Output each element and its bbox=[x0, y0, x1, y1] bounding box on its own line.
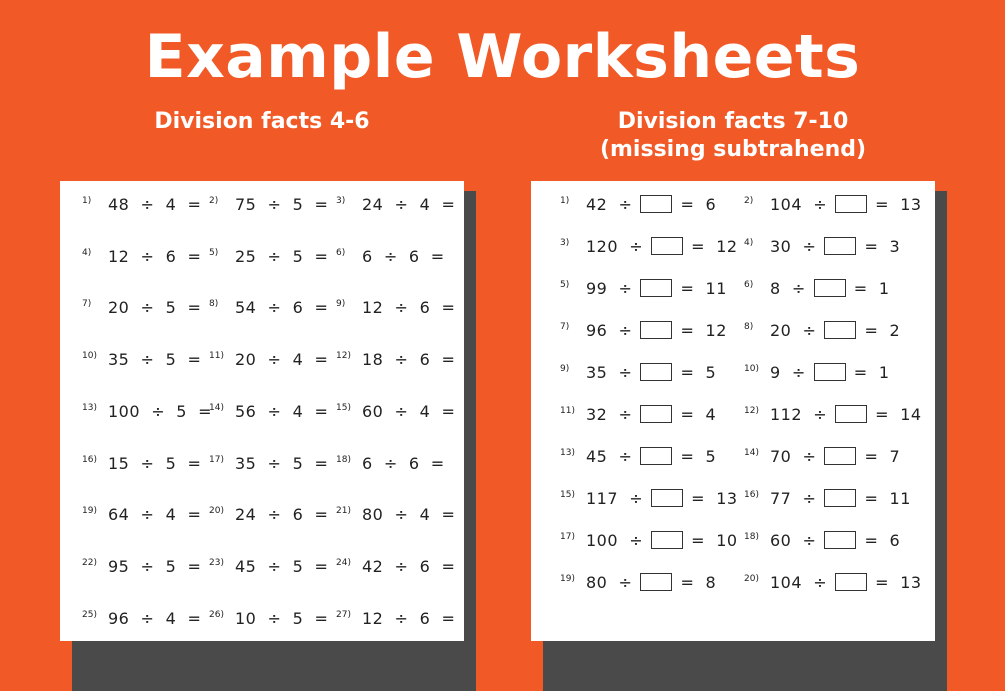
problem-number: 5) bbox=[209, 247, 219, 258]
page-title: Example Worksheets bbox=[144, 22, 861, 92]
right-problem bbox=[560, 279, 727, 299]
problem-number: 21) bbox=[336, 506, 351, 517]
answer-box[interactable] bbox=[835, 195, 867, 213]
right-problem bbox=[560, 405, 716, 425]
problem-number: 27) bbox=[336, 609, 351, 620]
left-problem bbox=[336, 454, 445, 473]
problem-result: = 6 bbox=[680, 195, 717, 214]
left-problem bbox=[336, 505, 455, 524]
right-worksheet-title-line-1: Division facts 7-10 bbox=[617, 109, 849, 134]
left-problem bbox=[82, 454, 201, 473]
right-problem bbox=[744, 405, 922, 425]
right-problem bbox=[560, 489, 738, 509]
problem-expression: 12 ÷ 6 = bbox=[362, 608, 456, 628]
problem-expression: 95 ÷ 5 = bbox=[108, 556, 202, 576]
problem-result: = 5 bbox=[680, 447, 717, 466]
problem-result: = 4 bbox=[680, 405, 717, 424]
left-worksheet-title-line: Division facts 4-6 bbox=[154, 109, 370, 134]
problem-number: 1) bbox=[82, 196, 92, 206]
problem-expression: 100 ÷ 5 = bbox=[108, 401, 213, 421]
problem-number: 10) bbox=[82, 351, 97, 362]
problem-expression: 24 ÷ 6 = bbox=[235, 505, 329, 525]
problem-number: 15) bbox=[560, 490, 575, 500]
problem-dividend: 117 ÷ bbox=[586, 489, 644, 508]
left-problem bbox=[82, 350, 201, 369]
problem-number: 13) bbox=[82, 402, 97, 413]
right-worksheet-page bbox=[531, 181, 935, 641]
problem-expression: 12 ÷ 6 = bbox=[108, 246, 202, 266]
problem-number: 25) bbox=[82, 609, 97, 620]
problem-number: 20) bbox=[744, 574, 759, 584]
left-problem bbox=[82, 195, 201, 214]
left-problem bbox=[82, 402, 212, 421]
problem-number: 5) bbox=[560, 280, 570, 290]
right-problem bbox=[560, 573, 716, 593]
problem-expression: 18 ÷ 6 = bbox=[362, 350, 456, 370]
right-problem bbox=[560, 195, 716, 215]
right-problem bbox=[560, 321, 727, 341]
problem-number: 19) bbox=[82, 506, 97, 517]
answer-box[interactable] bbox=[651, 531, 683, 549]
problem-result: = 13 bbox=[691, 489, 738, 508]
left-problem bbox=[209, 195, 328, 214]
problem-dividend: 99 ÷ bbox=[586, 279, 633, 298]
answer-box[interactable] bbox=[824, 447, 856, 465]
problem-number: 19) bbox=[560, 574, 575, 584]
problem-expression: 6 ÷ 6 = bbox=[362, 246, 445, 266]
left-problem bbox=[82, 247, 201, 266]
answer-box[interactable] bbox=[814, 363, 846, 381]
left-problem bbox=[209, 505, 328, 524]
problem-number: 18) bbox=[744, 532, 759, 542]
problem-number: 8) bbox=[209, 299, 219, 310]
problem-expression: 20 ÷ 4 = bbox=[235, 350, 329, 370]
left-problem bbox=[209, 609, 328, 628]
answer-box[interactable] bbox=[651, 237, 683, 255]
problem-expression: 15 ÷ 5 = bbox=[108, 453, 202, 473]
problem-number: 9) bbox=[336, 299, 346, 310]
problem-number: 16) bbox=[82, 454, 97, 465]
right-problem bbox=[744, 237, 900, 257]
problem-number: 20) bbox=[209, 506, 224, 517]
problem-number: 17) bbox=[560, 532, 575, 542]
right-problem bbox=[744, 573, 922, 593]
problem-dividend: 70 ÷ bbox=[770, 447, 817, 466]
problem-result: = 1 bbox=[853, 279, 890, 298]
problem-number: 23) bbox=[209, 557, 224, 568]
problem-number: 11) bbox=[560, 406, 575, 416]
problem-result: = 11 bbox=[864, 489, 911, 508]
problem-expression: 35 ÷ 5 = bbox=[108, 350, 202, 370]
problem-expression: 24 ÷ 4 = bbox=[362, 195, 456, 214]
left-problem bbox=[336, 609, 455, 628]
problem-dividend: 96 ÷ bbox=[586, 321, 633, 340]
right-problem bbox=[744, 321, 900, 341]
problem-result: = 13 bbox=[875, 573, 922, 592]
right-problem bbox=[744, 363, 890, 383]
problem-dividend: 8 ÷ bbox=[770, 279, 806, 298]
problem-expression: 45 ÷ 5 = bbox=[235, 556, 329, 576]
problem-number: 14) bbox=[744, 448, 759, 458]
problem-dividend: 80 ÷ bbox=[586, 573, 633, 592]
problem-dividend: 104 ÷ bbox=[770, 573, 828, 592]
right-problem bbox=[744, 447, 900, 467]
problem-expression: 64 ÷ 4 = bbox=[108, 505, 202, 525]
left-problem bbox=[336, 195, 455, 214]
right-worksheet-title bbox=[531, 108, 935, 164]
problem-result: = 12 bbox=[691, 237, 738, 256]
right-problem bbox=[744, 195, 922, 215]
left-problem bbox=[82, 609, 201, 628]
problem-number: 9) bbox=[560, 364, 570, 374]
answer-box[interactable] bbox=[814, 279, 846, 297]
problem-number: 3) bbox=[336, 196, 346, 206]
right-problem bbox=[744, 279, 890, 299]
left-problem bbox=[336, 350, 455, 369]
answer-box[interactable] bbox=[640, 405, 672, 423]
left-problem bbox=[209, 247, 328, 266]
problem-dividend: 100 ÷ bbox=[586, 531, 644, 550]
problem-dividend: 77 ÷ bbox=[770, 489, 817, 508]
problem-number: 4) bbox=[744, 238, 754, 248]
left-worksheet-title bbox=[60, 108, 464, 136]
left-problem bbox=[336, 557, 455, 576]
problem-expression: 56 ÷ 4 = bbox=[235, 401, 329, 421]
problem-number: 7) bbox=[560, 322, 570, 332]
answer-box[interactable] bbox=[824, 489, 856, 507]
left-problem bbox=[209, 454, 328, 473]
problem-dividend: 104 ÷ bbox=[770, 195, 828, 214]
problem-number: 18) bbox=[336, 454, 351, 465]
problem-result: = 14 bbox=[875, 405, 922, 424]
problem-expression: 10 ÷ 5 = bbox=[235, 608, 329, 628]
left-worksheet-page bbox=[60, 181, 464, 641]
answer-box[interactable] bbox=[640, 321, 672, 339]
problem-number: 13) bbox=[560, 448, 575, 458]
problem-number: 12) bbox=[336, 351, 351, 362]
left-problem bbox=[209, 298, 328, 317]
problem-expression: 25 ÷ 5 = bbox=[235, 246, 329, 266]
problem-number: 4) bbox=[82, 247, 92, 258]
right-problem bbox=[560, 237, 738, 257]
problem-number: 1) bbox=[560, 196, 570, 206]
problem-dividend: 60 ÷ bbox=[770, 531, 817, 550]
problem-number: 22) bbox=[82, 557, 97, 568]
left-problem bbox=[82, 298, 201, 317]
answer-box[interactable] bbox=[824, 531, 856, 549]
problem-number: 8) bbox=[744, 322, 754, 332]
problem-number: 6) bbox=[744, 280, 754, 290]
left-problem bbox=[336, 298, 455, 317]
problem-number: 12) bbox=[744, 406, 759, 416]
problem-number: 2) bbox=[209, 196, 219, 206]
problem-result: = 2 bbox=[864, 321, 901, 340]
problem-result: = 11 bbox=[680, 279, 727, 298]
problem-result: = 12 bbox=[680, 321, 727, 340]
problem-expression: 54 ÷ 6 = bbox=[235, 298, 329, 318]
problem-expression: 20 ÷ 5 = bbox=[108, 298, 202, 318]
answer-box[interactable] bbox=[640, 363, 672, 381]
left-problem bbox=[209, 557, 328, 576]
problem-number: 3) bbox=[560, 238, 570, 248]
problem-dividend: 32 ÷ bbox=[586, 405, 633, 424]
answer-box[interactable] bbox=[640, 279, 672, 297]
answer-box[interactable] bbox=[835, 405, 867, 423]
problem-expression: 80 ÷ 4 = bbox=[362, 505, 456, 525]
problem-expression: 60 ÷ 4 = bbox=[362, 401, 456, 421]
problem-expression: 42 ÷ 6 = bbox=[362, 556, 456, 576]
problem-result: = 5 bbox=[680, 363, 717, 382]
answer-box[interactable] bbox=[824, 321, 856, 339]
problem-expression: 6 ÷ 6 = bbox=[362, 453, 445, 473]
left-problem bbox=[82, 557, 201, 576]
problem-dividend: 9 ÷ bbox=[770, 363, 806, 382]
answer-box[interactable] bbox=[640, 573, 672, 591]
problem-number: 6) bbox=[336, 247, 346, 258]
problem-number: 26) bbox=[209, 609, 224, 620]
problem-number: 24) bbox=[336, 557, 351, 568]
problem-result: = 13 bbox=[875, 195, 922, 214]
problem-dividend: 20 ÷ bbox=[770, 321, 817, 340]
problem-number: 15) bbox=[336, 402, 351, 413]
right-problem bbox=[744, 531, 900, 551]
problem-dividend: 42 ÷ bbox=[586, 195, 633, 214]
problem-expression: 75 ÷ 5 = bbox=[235, 195, 329, 214]
problem-dividend: 35 ÷ bbox=[586, 363, 633, 382]
problem-dividend: 112 ÷ bbox=[770, 405, 828, 424]
problem-number: 11) bbox=[209, 351, 224, 362]
problem-expression: 12 ÷ 6 = bbox=[362, 298, 456, 318]
right-problem bbox=[560, 447, 716, 467]
problem-dividend: 120 ÷ bbox=[586, 237, 644, 256]
problem-number: 17) bbox=[209, 454, 224, 465]
answer-box[interactable] bbox=[640, 447, 672, 465]
left-problem bbox=[336, 402, 455, 421]
right-worksheet-title-line-2: (missing subtrahend) bbox=[599, 137, 867, 162]
problem-expression: 96 ÷ 4 = bbox=[108, 608, 202, 628]
right-problem bbox=[560, 531, 738, 551]
problem-number: 10) bbox=[744, 364, 759, 374]
problem-result: = 3 bbox=[864, 237, 901, 256]
left-problem bbox=[82, 505, 201, 524]
problem-dividend: 45 ÷ bbox=[586, 447, 633, 466]
problem-result: = 8 bbox=[680, 573, 717, 592]
left-problem bbox=[209, 402, 328, 421]
problem-result: = 6 bbox=[864, 531, 901, 550]
answer-box[interactable] bbox=[824, 237, 856, 255]
right-problem bbox=[560, 363, 716, 383]
problem-expression: 35 ÷ 5 = bbox=[235, 453, 329, 473]
problem-result: = 1 bbox=[853, 363, 890, 382]
answer-box[interactable] bbox=[651, 489, 683, 507]
left-problem bbox=[336, 247, 445, 266]
left-problem bbox=[209, 350, 328, 369]
answer-box[interactable] bbox=[640, 195, 672, 213]
problem-number: 2) bbox=[744, 196, 754, 206]
problem-expression: 48 ÷ 4 = bbox=[108, 195, 202, 214]
problem-result: = 10 bbox=[691, 531, 738, 550]
answer-box[interactable] bbox=[835, 573, 867, 591]
problem-number: 7) bbox=[82, 299, 92, 310]
problem-number: 16) bbox=[744, 490, 759, 500]
problem-dividend: 30 ÷ bbox=[770, 237, 817, 256]
problem-number: 14) bbox=[209, 402, 224, 413]
problem-result: = 7 bbox=[864, 447, 901, 466]
right-problem bbox=[744, 489, 911, 509]
